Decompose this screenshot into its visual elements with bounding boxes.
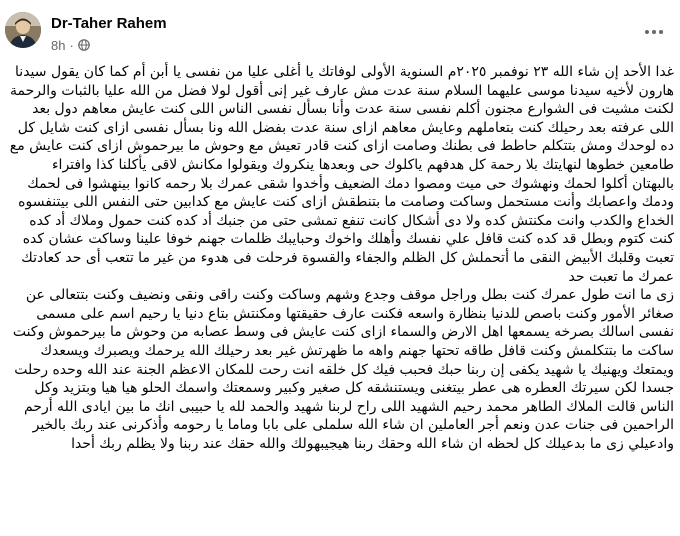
post-meta: [51, 37, 90, 53]
author-avatar[interactable]: [5, 12, 41, 48]
post-paragraph: زى ما انت طول عمرك كنت بطل وراجل موقف وجدع وشهم وساكت وكنت راقى ونقى ونضيف وكنت بتتعالى عن صغائر الأمور وكنت باصص للدنيا بنظارة واسعه فكنت عارف حقيقتها ومكنتش بتاع دنيا يا رحيم اسم على مسمى نفسى اسالك بصرخه يسمعها اهل الارض والسماء ازاى كنت عايش فى وسط عصابه من وحوش ما بيرحموش وكنت ساكت ما بتتكلمش وكنت قافل طاقه تحتها جهنم واهه ما ظهرتش غير بعد رحيلك الله يرحمك ويصبرك ويسعدك ويمتعك ويهنيك يا شهيد يكفى إن ربنا حبك فحبب فيك كل خلقه انت رحت للمكان الاعظم الجنة عند الله وحده رحلت جسدا لكن سيرتك العطره هى عطر بيتغنى ويستنشقه كل صغير وكبير وسمعتك واسمك الحلو هيا هيا وبتزيد وكل الناس قالت الملاك الطاهر محمد رحيم الشهيد اللى راح لربنا شهيد والحمد لله يا حبيبى انك ما بين ايادى الله أرحم الراحمين فى جنات عدن ونعم أجر العاملين ان شاء الله سلملى على بابا وماما يا رحومه وأذكرنى عند ربك بالخير وادعيلي زى ما بدعيلك كل لحظه ان شاء الله وحقك ربنا هيجيبهولك والله حقك عند ربنا ولا يظلم ربك أحدا: [12, 287, 674, 452]
avatar-image: [5, 12, 41, 48]
meta-separator: ·: [69, 37, 74, 53]
author-name[interactable]: Dr-Taher Rahem: [51, 15, 167, 32]
globe-icon[interactable]: [78, 39, 90, 51]
post-time[interactable]: 8h: [51, 37, 66, 53]
post-header: [0, 0, 680, 62]
post-text: [6, 63, 674, 453]
post-paragraph: غدا الأحد إن شاء الله ٢٣ نوفمبر ٢٠٢٥م السنوية الأولى لوفاتك يا أغلى عليا من نفسى يا أبن أم كما كان يقول سيدنا هارون لأخيه سيدنا موسى عليهما السلام سنة عدت مش عارف غير إنى أقول لولا فضل من الله عليا بالثبات والرحمة لكنت مشيت فى الشوارع مجنون أكلم نفسى سنة عدت وأنا بسأل نفسى الناس اللى كنت عايش معاهم دول بعد اللى عرفته بعد رحيلك كنت بتعاملهم وعايش معاهم ازاى سنة عدت بفضل الله ونا بسأل نفسى ازاى كنت شايل كل ده لوحدك ومش بتتكلم حاطط فى بطنك وصامت ازاى كنت قادر تعيش مع وحوش ما بيرحموش ازاى كنت عايش مع طامعين خطوها لنهايتك بلا رحمة كل هدفهم ياكلوك حى وبعدها ينكروك ويقولوا مكانش لاقى يأكلنا كذا وافتراء بالبهتان أكلوا لحمك ونهشوك حى ميت ومصوا دمك الضعيف وأخدوا شقى عمرك بلا رحمه كانوا بينهشوا فى لحمك ودمك واعصابك وأنت مستحمل وساكت وصامت ما بتنطقش ازاى كنت عايش مع كدابين حتى النفس اللى بيتنفسوه الخداع والكدب وانت مكنتش كده ولا دى أشكال كانت تنفع تمشى حتى من جنبك أد كده كنت حمول وملاك أد كده كنت كتوم وبطل قد كده كنت قافل علي نفسك وأهلك واخوك وحبايبك ظلمات جهنم خوفا علينا وساكت عشان كده تعبت وقلبك الأبيض النقى ما أتحملش كل الظلم والجفاء والقسوة فرحلت فى هدوء من غير ما تتعب أى حد كعادتك عمرك ما تعبت حد: [9, 64, 674, 285]
more-options-button[interactable]: [638, 22, 670, 42]
more-horizontal-icon: [644, 29, 664, 35]
